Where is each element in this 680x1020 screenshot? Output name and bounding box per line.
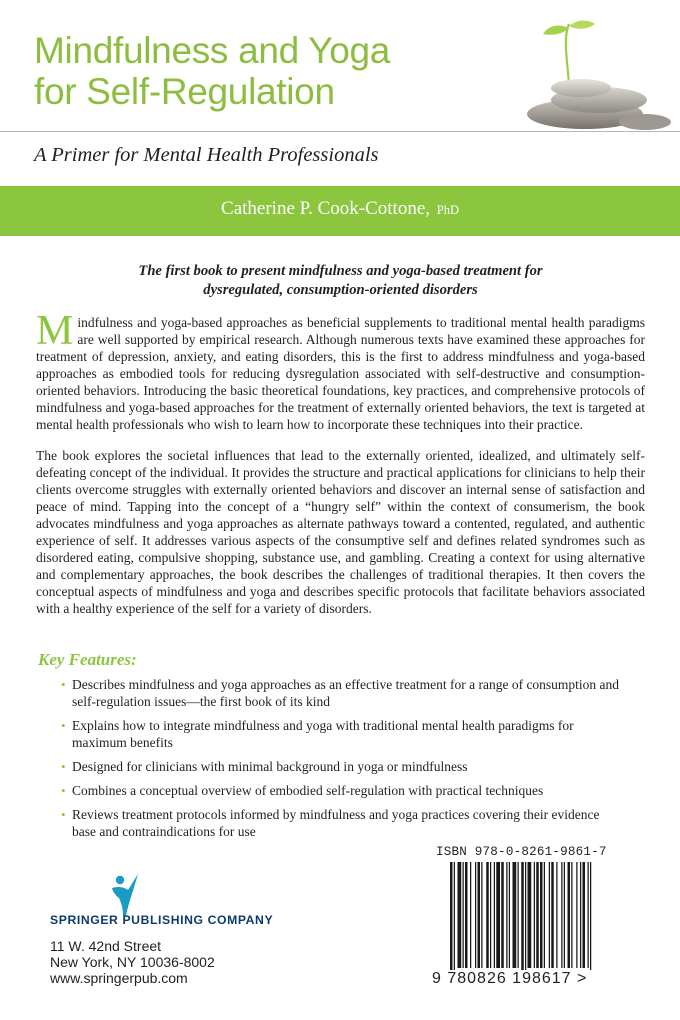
barcode-bar xyxy=(544,862,545,968)
description-section xyxy=(36,262,645,617)
barcode-bar xyxy=(509,862,510,968)
book-title-line-2: for Self-Regulation xyxy=(34,71,335,112)
list-item: • Describes mindfulness and yoga approaches as an effective treatment for a range of consumption and self-regulation issues—the first book of its kind xyxy=(62,676,622,710)
barcode-bar xyxy=(590,862,591,976)
barcode-bar xyxy=(463,862,464,968)
isbn-barcode xyxy=(446,862,636,980)
publisher-name: SPRINGER PUBLISHING COMPANY xyxy=(50,913,274,927)
barcode-bar xyxy=(576,862,577,968)
description-paragraph-1 xyxy=(36,308,645,433)
barcode-bar xyxy=(568,862,571,968)
barcode-bar xyxy=(564,862,565,968)
barcode-bar xyxy=(583,862,586,968)
list-item: • Reviews treatment protocols informed by mindfulness and yoga practices covering their evidence base and contraindications for use xyxy=(62,806,622,840)
tagline xyxy=(36,262,645,300)
barcode-bar xyxy=(465,862,468,968)
tagline-line-1: The first book to present mindfulness and yoga-based treatment for xyxy=(138,263,543,279)
barcode-bar xyxy=(571,862,572,968)
barcode-bar xyxy=(551,862,554,968)
barcode-bar xyxy=(588,862,589,968)
zen-stones-sprout-illustration xyxy=(525,18,680,131)
barcode-bar xyxy=(518,862,519,968)
springer-figure-logo-icon xyxy=(108,872,144,918)
barcode-bar xyxy=(525,862,526,976)
barcode-bar xyxy=(494,862,495,968)
address-city: New York, NY 10036-8002 xyxy=(50,954,215,970)
barcode-bar xyxy=(534,862,535,968)
key-features-list xyxy=(62,676,622,847)
publisher-address xyxy=(50,938,215,986)
barcode-bar xyxy=(540,862,543,968)
barcode-bar xyxy=(490,862,491,968)
barcode-bar xyxy=(470,862,471,968)
book-title xyxy=(34,30,390,112)
barcode-bar xyxy=(528,862,532,968)
barcode-bar xyxy=(536,862,539,968)
book-title-line-1: Mindfulness and Yoga xyxy=(34,30,391,71)
barcode-bar xyxy=(478,862,481,968)
list-item: • Explains how to integrate mindfulness and yoga with traditional mental health paradigms for maximum benefits xyxy=(62,717,622,751)
description-paragraph-2: The book explores the societal influences that lead to the externally oriented, idealized, and ultimately self-defeating concept of the individual. It provides the structure and practical applications for clinicians to help their clients overcome struggles with externally oriented behaviors and discover an internal sense of satisfaction and peace of mind. Tapping into the concept of a “hungry self” within the context of consumerism, the book advocates mindfulness and yoga approaches as alternate pathways toward a contented, regulated, and authentic experience of self. It addresses various aspects of the consumptive self and defines related syndromes such as disordered eating, compulsive shopping, substance use, and gambling. Creating a context for using alternative and complementary approaches, the book describes the challenges of traditional therapies. It then covers the conceptual aspects of mindfulness and yoga and describes specific protocols that facilitate behaviors associated with a healthy experience of the self for a variety of disorders. xyxy=(36,448,645,616)
barcode-bar xyxy=(486,862,489,968)
author-degree: PhD xyxy=(436,203,459,217)
author-line xyxy=(0,198,680,220)
header-divider xyxy=(0,131,680,132)
barcode-bar xyxy=(450,862,453,976)
barcode-bar xyxy=(475,862,476,968)
barcode-bar xyxy=(513,862,517,968)
address-street: 11 W. 42nd Street xyxy=(50,938,162,954)
paragraph-1-text: indfulness and yoga-based approaches as beneficial supplements to traditional mental health paradigms are well supported by empirical research. Although numerous texts have examined these approaches for treatment of depression, anxiety, and eating disorders, this is the first to address mindfulness and yoga-based approaches as embodied tools for reducing dysregulation associated with self-destructive and consumption-oriented behaviors. Introducing the basic theoretical foundations, key practices, and comprehensive protocols of mindfulness and yoga-based approaches for the treatment of externally oriented behaviors, the text is targeted at mental health professionals who wish to learn how to incorporate these techniques into their practice. xyxy=(36,315,645,432)
author-name: Catherine P. Cook-Cottone, xyxy=(221,198,430,219)
barcode-bar xyxy=(496,862,500,968)
barcode-bar xyxy=(549,862,550,968)
key-features-heading: Key Features: xyxy=(38,650,137,669)
drop-cap: M xyxy=(36,308,74,354)
barcode-bar xyxy=(521,862,524,976)
barcode-bar xyxy=(556,862,557,968)
barcode-bar xyxy=(481,862,482,968)
isbn-label: ISBN 978-0-8261-9861-7 xyxy=(436,845,607,859)
barcode-bar xyxy=(506,862,507,968)
tagline-line-2: dysregulated, consumption-oriented disorders xyxy=(203,282,478,298)
list-item: • Designed for clinicians with minimal background in yoga or mindfulness xyxy=(62,758,622,775)
barcode-bar xyxy=(561,862,562,968)
list-item: • Combines a conceptual overview of embodied self-regulation with practical techniques xyxy=(62,782,622,799)
barcode-bar xyxy=(454,862,455,976)
barcode-number: 9 780826 198617 > xyxy=(432,970,644,988)
publisher-website: www.springerpub.com xyxy=(50,970,188,986)
barcode-bar xyxy=(580,862,581,968)
barcode-bar xyxy=(458,862,462,968)
barcode-bar xyxy=(501,862,504,968)
book-subtitle: A Primer for Mental Health Professionals xyxy=(34,144,379,166)
